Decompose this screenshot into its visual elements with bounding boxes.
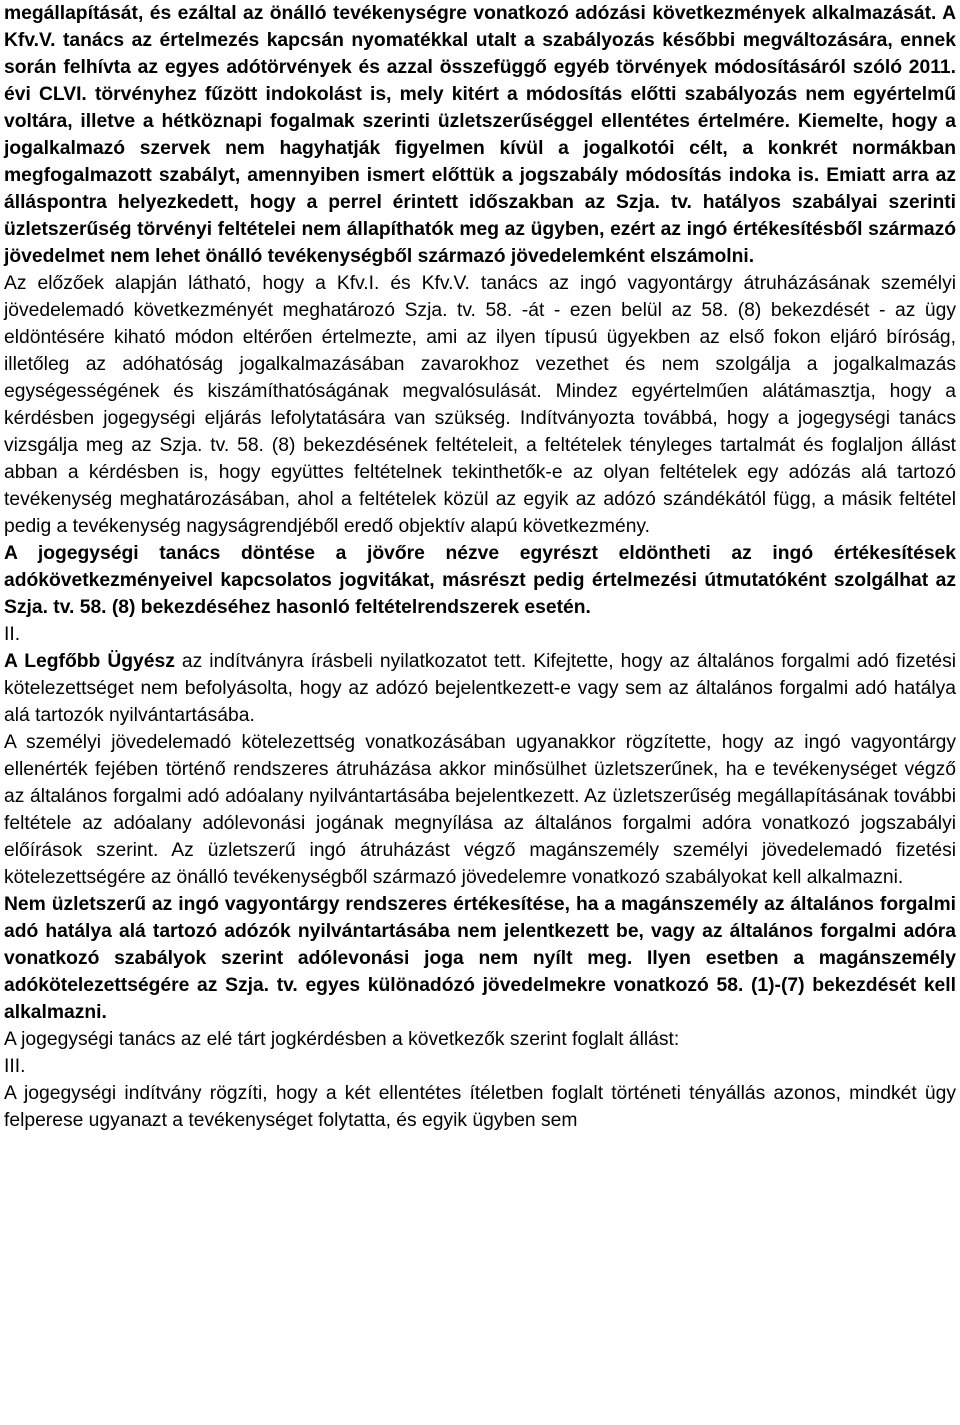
paragraph-text: Az előzőek alapján látható, hogy a Kfv.I. és Kfv.V. tanács az ingó vagyontárgy átruházásának személyi jövedelemadó következményét meghatározó Szja. tv. 58. -át - ezen belül az 58. (8) bekezdését - az ügy eldöntésére kiható módon eltérően értelmezte, ami az ilyen típusú ügyekben az első fokon eljáró bíróság, illetőleg az adóhatóság jogalkalmazásában zavarokhoz vezethet és nem szolgálja a jogalkalmazás egységességének és kiszámíthatóságának megvalósulását. Mindez egyértelműen alátámasztja, hogy a kérdésben jogegységi eljárás lefolytatására van szükség. Indítványozta továbbá, hogy a jogegységi tanács vizsgálja meg az Szja. tv. 58. (8) bekezdésének feltételeit, a feltételek tényleges tartalmát és foglaljon állást abban a kérdésben is, hogy együttes feltételnek tekinthetők-e az olyan feltételek egy adózás alá tartozó tevékenység meghatározásában, ahol a feltételek közül az egyik az adózó szándékától függ, a másik feltétel pedig a tevékenység nagyságrendjéből eredő objektív alapú következmény. xyxy=(4,273,956,537)
section-heading-iii xyxy=(4,1053,956,1080)
paragraph-personal-income-tax xyxy=(4,729,956,891)
paragraph-text: Nem üzletszerű az ingó vagyontárgy rendszeres értékesítése, ha a magánszemély az általános forgalmi adó hatálya alá tartozó adózók nyilvántartásába nem jelentkezett be, vagy az általános forgalmi adóra vonatkozó szabályok szerint adólevonási joga nem nyílt meg. Ilyen esetben a magánszemély adókötelezettségére az Szja. tv. egyes különadózó jövedelmekre vonatkozó 58. (1)-(7) bekezdését kell alkalmazni. xyxy=(4,894,956,1023)
section-number: II. xyxy=(4,624,21,645)
paragraph-prosecutor-statement xyxy=(4,648,956,729)
paragraph-text: A jogegységi indítvány rögzíti, hogy a két ellentétes ítéletben foglalt történeti tényállás azonos, mindkét ügy felperese ugyanazt a tevékenységet folytatta, és egyik ügyben sem xyxy=(4,1083,956,1131)
paragraph-lead: A Legfőbb Ügyész xyxy=(4,651,175,672)
paragraph-non-business-sale xyxy=(4,891,956,1026)
paragraph-text: A jogegységi tanács döntése a jövőre nézve egyrészt eldöntheti az ingó értékesítések adókövetkezményeivel kapcsolatos jogvitákat, másrészt pedig értelmezési útmutatóként szolgálhat az Szja. tv. 58. (8) bekezdéséhez hasonló feltételrendszerek esetén. xyxy=(4,543,956,618)
paragraph-divergent-interpretation xyxy=(4,270,956,540)
paragraph-text: az indítványra írásbeli nyilatkozatot tett. Kifejtette, hogy az általános forgalmi adó fizetési kötelezettséget nem befolyásolta, hogy az adózó bejelentkezett-e vagy sem az általános forgalmi adó hatálya alá tartozók nyilvántartásába. xyxy=(4,651,956,726)
paragraph-text: A jogegységi tanács az elé tárt jogkérdésben a következők szerint foglalt állást: xyxy=(4,1029,680,1050)
document-page xyxy=(4,0,956,1134)
paragraph-council-decision-effect xyxy=(4,540,956,621)
paragraph-text: A személyi jövedelemadó kötelezettség vonatkozásában ugyanakkor rögzítette, hogy az ingó vagyontárgy ellenérték fejében történő rendszeres átruházása akkor minősülhet üzletszerűnek, ha e tevékenységet végző az általános forgalmi adó adóalany nyilvántartásába bejelentkezett. Az üzletszerűség megállapításának további feltétele az adóalany adólevonási jogának megnyílása az általános forgalmi adóra vonatkozó jogszabályi előírások szerint. Az üzletszerű ingó átruházást végző magánszemély személyi jövedelemadó fizetési kötelezettségére az önálló tevékenységből származó jövedelemre vonatkozó szabályokat kell alkalmazni. xyxy=(4,732,956,888)
paragraph-council-position-intro xyxy=(4,1026,956,1053)
paragraph-kfv-v-reasoning xyxy=(4,0,956,270)
paragraph-motion-facts xyxy=(4,1080,956,1134)
section-number: III. xyxy=(4,1056,26,1077)
section-heading-ii xyxy=(4,621,956,648)
paragraph-text: megállapítását, és ezáltal az önálló tevékenységre vonatkozó adózási következmények alkalmazását. A Kfv.V. tanács az értelmezés kapcsán nyomatékkal utalt a szabályozás későbbi megváltozására, ennek során felhívta az egyes adótörvények és azzal összefüggő egyéb törvények módosításáról szóló 2011. évi CLVI. törvényhez fűzött indokolást is, mely kitért a módosítás előtti szabályozás nem egyértelmű voltára, illetve a hétköznapi fogalmak szerinti üzletszerűséggel ellentétes értelmére. Kiemelte, hogy a jogalkalmazó szervek nem hagyhatják figyelmen kívül a jogalkotói célt, a konkrét normákban megfogalmazott szabályt, amennyiben ismert előttük a jogszabály módosítás indoka is. Emiatt arra az álláspontra helyezkedett, hogy a perrel érintett időszakban az Szja. tv. hatályos szabályai szerinti üzletszerűség törvényi feltételei nem állapíthatók meg az ügyben, ezért az ingó értékesítésből származó jövedelmet nem lehet önálló tevékenységből származó jövedelemként elszámolni. xyxy=(4,3,956,267)
